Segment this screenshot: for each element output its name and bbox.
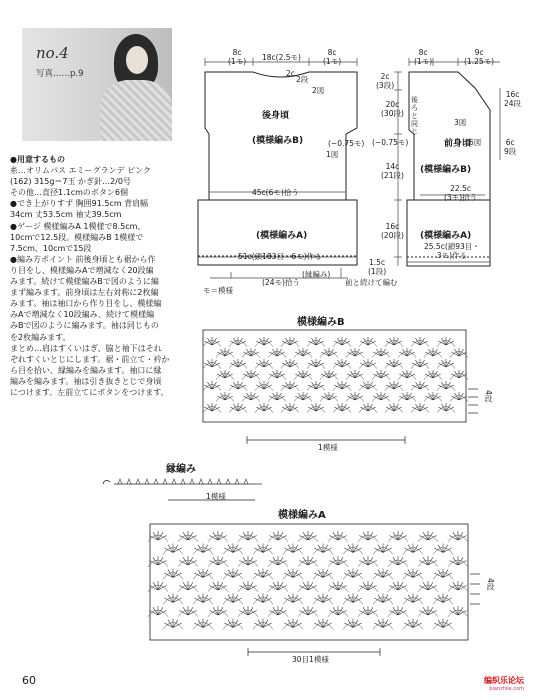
fan-stitch (284, 594, 301, 603)
front-pickup: 22.5c (3モ)拾う (444, 184, 478, 202)
front-right1: 16c 24段 (504, 90, 522, 108)
fan-stitch (374, 544, 391, 553)
fan-stitch (209, 531, 226, 540)
fan-stitch (449, 531, 466, 540)
fan-stitch (451, 348, 467, 356)
fan-stitch (282, 403, 298, 411)
fan-stitch (434, 594, 451, 603)
fan-stitch (256, 359, 272, 367)
instr-line: ぞれすくいとじにします。裾・前立て・衿か (10, 354, 170, 364)
edge-stitch (163, 479, 167, 484)
fan-stitch (321, 370, 337, 378)
chart-b-title: 模様編みB (297, 317, 345, 328)
back-top-right: 8c (1モ) (323, 48, 342, 66)
fan-stitch (314, 619, 331, 628)
front-mid2: 14c (21段) (381, 162, 404, 180)
fan-stitch (434, 569, 451, 578)
instr-line: ●ゲージ 模様編みA 1模様で8.5cm、 (10, 221, 146, 231)
edge-stitch (208, 479, 212, 484)
edge-stitch (217, 479, 221, 484)
fan-stitch (179, 556, 196, 565)
fan-stitch (399, 392, 415, 400)
site-logo: 编织乐论坛 bianzhile.com (484, 676, 524, 692)
front-top-left: 8c (1モ) (414, 48, 433, 66)
fan-stitch (389, 581, 406, 590)
fan-stitch (404, 594, 421, 603)
fan-stitch (434, 544, 451, 553)
fan-stitch (179, 606, 196, 615)
fan-stitch (204, 359, 220, 367)
fan-stitch (282, 359, 298, 367)
fan-stitch (399, 348, 415, 356)
hem-depth: 1.5c (1段) (368, 258, 387, 276)
fan-stitch (360, 381, 376, 389)
fan-stitch (449, 581, 466, 590)
fan-stitch (374, 594, 391, 603)
fan-stitch (438, 337, 454, 345)
instr-line: 34cm 丈53.5cm 袖丈39.5cm (10, 210, 122, 220)
instr-line: につけます。左前立てにボタンをつけます。 (10, 387, 169, 397)
back-dimension-lines (198, 58, 357, 278)
fan-stitch (334, 359, 350, 367)
fan-stitch (217, 348, 233, 356)
fan-stitch (386, 381, 402, 389)
fan-stitch (374, 569, 391, 578)
front-fig3: 3図 (454, 118, 467, 127)
fan-stitch (373, 348, 389, 356)
fan-stitch (344, 544, 361, 553)
instr-line: 10cmで12.5段。模様編みB 1模様で (10, 232, 144, 242)
fan-stitch (344, 569, 361, 578)
fan-stitch (254, 569, 271, 578)
fan-stitch (451, 370, 467, 378)
edge-stitch (226, 479, 230, 484)
instr-line: その他…直径1.1cmのボタン6個 (10, 188, 129, 198)
fan-stitch (254, 619, 271, 628)
fan-stitch (224, 544, 241, 553)
fan-stitch (239, 556, 256, 565)
fan-stitch (194, 594, 211, 603)
front-fig6: 6図 (469, 138, 482, 147)
fan-stitch (194, 544, 211, 553)
fan-stitch (359, 581, 376, 590)
front-side-note: 後ろと同じ (411, 96, 418, 136)
edge-repeat: 1模様 (206, 492, 226, 501)
fan-stitch (419, 531, 436, 540)
fan-stitch (386, 403, 402, 411)
fan-stitch (412, 403, 428, 411)
fan-stitch (399, 370, 415, 378)
instr-line: みます。続けて模様編みBで図のように編 (10, 277, 159, 287)
fan-stitch (269, 370, 285, 378)
fan-stitch (373, 370, 389, 378)
back-bottom-note: 前と続けて編む (345, 278, 398, 287)
fan-stitch (359, 531, 376, 540)
instr-line: 7.5cm、10cmで15段 (10, 243, 92, 253)
photo-reference: 写真……p.9 (36, 69, 84, 79)
edge-stitches (118, 479, 248, 484)
fan-stitch (347, 370, 363, 378)
fan-stitch (321, 392, 337, 400)
fan-stitch (149, 531, 166, 540)
edge-stitch (154, 479, 158, 484)
fan-stitch (230, 403, 246, 411)
instr-line: ら目を拾い、縁編みを編みます。袖口に縁 (10, 365, 162, 375)
fan-stitch (256, 381, 272, 389)
instr-line: (162) 315g＝7玉 かぎ針…2/0号 (10, 177, 131, 187)
fan-stitch (434, 619, 451, 628)
model-number: no.4 (36, 44, 69, 62)
fan-stitch (209, 606, 226, 615)
fan-stitch (373, 392, 389, 400)
fan-stitch (299, 606, 316, 615)
fan-stitch (239, 531, 256, 540)
fan-stitch (295, 348, 311, 356)
chart-b-stitches (203, 337, 468, 413)
fan-stitch (359, 556, 376, 565)
fan-stitch (425, 348, 441, 356)
fan-stitch (386, 359, 402, 367)
front-title: 前身頃 (444, 139, 472, 149)
fan-stitch (243, 348, 259, 356)
instr-line: まとめ…肩はすくいはぎ、脇と袖下はそれ (10, 343, 162, 353)
back-neck: 2c (286, 69, 295, 78)
front-pattern-a: (模様編みA) (420, 231, 472, 241)
edge-stitch (136, 479, 140, 484)
back-title: 後身頃 (262, 111, 290, 121)
fan-stitch (230, 359, 246, 367)
edge-chart (103, 480, 255, 484)
fan-stitch (334, 403, 350, 411)
instr-line: みBで図のように編みます。袖は同じもの (10, 321, 159, 331)
fan-stitch (217, 392, 233, 400)
instr-line: ●でき上がりすず 胸囲91.5cm 背肩幅 (10, 199, 149, 209)
front-pattern-b: (模様編みB) (420, 165, 472, 175)
instr-line: みAで増減なく10段編み、続けて模様編 (10, 310, 155, 320)
fan-stitch (308, 337, 324, 345)
fan-stitch (360, 337, 376, 345)
fan-stitch (224, 594, 241, 603)
fan-stitch (224, 619, 241, 628)
fan-stitch (329, 581, 346, 590)
fan-stitch (314, 544, 331, 553)
fan-stitch (419, 606, 436, 615)
fan-stitch (164, 544, 181, 553)
fan-stitch (438, 381, 454, 389)
back-fig1: 1図 (326, 150, 339, 159)
back-neck-rows: 2段 (296, 75, 309, 84)
edge-stitch (172, 479, 176, 484)
fan-stitch (425, 370, 441, 378)
fan-stitch (451, 392, 467, 400)
fan-stitch (269, 392, 285, 400)
fan-stitch (347, 348, 363, 356)
fan-stitch (314, 594, 331, 603)
page-number: 60 (22, 674, 36, 687)
back-pattern-a: (模様編みA) (256, 231, 308, 241)
fan-stitch (321, 348, 337, 356)
fan-stitch (314, 569, 331, 578)
front-cast-on: 25.5c(鎖93目・ 3モ)作る (424, 242, 480, 260)
row-arrows (168, 389, 480, 656)
fan-stitch (179, 531, 196, 540)
fan-stitch (204, 337, 220, 345)
fan-stitch (269, 531, 286, 540)
fan-stitch (230, 337, 246, 345)
fan-stitch (412, 359, 428, 367)
fan-stitch (194, 619, 211, 628)
instr-line: 糸…オリムパス エミーグランデ ピンク (10, 166, 151, 176)
front-mid1: 20c (30段) (381, 100, 404, 118)
fan-stitch (282, 381, 298, 389)
fan-stitch (419, 581, 436, 590)
fan-stitch (438, 403, 454, 411)
fan-stitch (359, 606, 376, 615)
fan-stitch (204, 381, 220, 389)
back-pattern-b: (模様編みB) (252, 136, 304, 146)
instr-line: まず編みます。前身頃は左右対称に2枚編 (10, 288, 159, 298)
fan-stitch (389, 531, 406, 540)
chart-b-rows: 4段 (484, 390, 493, 403)
fan-stitch (254, 544, 271, 553)
fan-stitch (449, 556, 466, 565)
back-top-mid: 18c(2.5モ) (262, 53, 301, 62)
unit-legend: モ＝模様 (203, 286, 233, 295)
fan-stitch (412, 381, 428, 389)
fan-stitch (329, 606, 346, 615)
fan-stitch (360, 359, 376, 367)
fan-stitch (329, 531, 346, 540)
front-right2: 6c 9段 (504, 138, 517, 156)
fan-stitch (149, 606, 166, 615)
fan-stitch (164, 569, 181, 578)
fan-stitch (269, 556, 286, 565)
fan-stitch (224, 569, 241, 578)
fan-stitch (334, 337, 350, 345)
fan-stitch (344, 594, 361, 603)
fan-stitch (438, 359, 454, 367)
back-adjust: (−0.75モ) (328, 139, 365, 148)
back-bottom: (24モ)拾う (262, 278, 300, 287)
front-top-right: 9c (1.25モ) (464, 48, 495, 66)
fan-stitch (389, 556, 406, 565)
fan-stitch (386, 337, 402, 345)
fan-stitch (179, 581, 196, 590)
instr-line: り目をし、模様編みAで増減なく20段編 (10, 265, 154, 275)
edge-stitch (244, 479, 248, 484)
fan-stitch (149, 581, 166, 590)
fan-stitch (269, 581, 286, 590)
chart-b-repeat: 1模様 (318, 443, 338, 452)
back-edging: (縁編み) (302, 270, 331, 279)
fan-stitch (256, 337, 272, 345)
fan-stitch (284, 544, 301, 553)
fan-stitch (243, 392, 259, 400)
back-pickup: 45c(6モ)拾う (252, 188, 299, 197)
chart-a-rows: 4段 (486, 578, 495, 591)
fan-stitch (360, 403, 376, 411)
edge-stitch (181, 479, 185, 484)
front-shoulder: 2c (3段) (376, 72, 395, 90)
instr-line: みます。袖は袖口から作り目をし、模様編 (10, 299, 162, 309)
fan-stitch (217, 370, 233, 378)
fan-stitch (299, 581, 316, 590)
front-mid3: 16c (20段) (381, 222, 404, 240)
fan-stitch (194, 569, 211, 578)
fan-stitch (404, 619, 421, 628)
fan-stitch (282, 337, 298, 345)
fan-stitch (308, 403, 324, 411)
fan-stitch (412, 337, 428, 345)
fan-stitch (374, 619, 391, 628)
fan-stitch (269, 348, 285, 356)
fan-stitch (209, 556, 226, 565)
fan-stitch (269, 606, 286, 615)
fan-stitch (256, 403, 272, 411)
fan-stitch (449, 606, 466, 615)
back-cast-on: 51c(鎖183目・6モ)作る (238, 252, 322, 261)
instr-line: 編みを編みます。袖は引き抜きとじで身頃 (10, 376, 162, 386)
fan-stitch (295, 370, 311, 378)
fan-stitch (239, 606, 256, 615)
fan-stitch (164, 619, 181, 628)
front-adjust: (−0.75モ) (372, 138, 409, 147)
fan-stitch (230, 381, 246, 389)
edge-stitch (199, 479, 203, 484)
fan-stitch (308, 381, 324, 389)
instr-line: を2枚編みます。 (10, 332, 71, 342)
fan-stitch (284, 619, 301, 628)
fan-stitch (404, 569, 421, 578)
edge-title: 縁編み (166, 464, 196, 475)
fan-stitch (149, 556, 166, 565)
chart-a-title: 模様編みA (278, 510, 326, 521)
edge-stitch (235, 479, 239, 484)
fan-stitch (164, 594, 181, 603)
instr-line: ●編み方ポイント 前後身頃とも裾から作 (10, 254, 156, 264)
fan-stitch (344, 619, 361, 628)
edge-stitch (127, 479, 131, 484)
fan-stitch (419, 556, 436, 565)
fan-stitch (347, 392, 363, 400)
fan-stitch (243, 370, 259, 378)
back-top-left: 8c (1モ) (228, 48, 247, 66)
fan-stitch (329, 556, 346, 565)
fan-stitch (334, 381, 350, 389)
edge-stitch (145, 479, 149, 484)
chart-a-repeat: 30目1模様 (292, 655, 329, 664)
fan-stitch (389, 606, 406, 615)
fan-stitch (209, 581, 226, 590)
edge-stitch (190, 479, 194, 484)
fan-stitch (425, 392, 441, 400)
fan-stitch (299, 531, 316, 540)
edge-stitch (118, 479, 122, 484)
fan-stitch (284, 569, 301, 578)
fan-stitch (299, 556, 316, 565)
fan-stitch (295, 392, 311, 400)
back-fig2: 2図 (312, 86, 325, 95)
fan-stitch (308, 359, 324, 367)
fan-stitch (204, 403, 220, 411)
fan-stitch (254, 594, 271, 603)
instr-line: ●用意するもの (10, 155, 65, 164)
fan-stitch (239, 581, 256, 590)
chart-a-stitches (148, 531, 468, 629)
fan-stitch (404, 544, 421, 553)
